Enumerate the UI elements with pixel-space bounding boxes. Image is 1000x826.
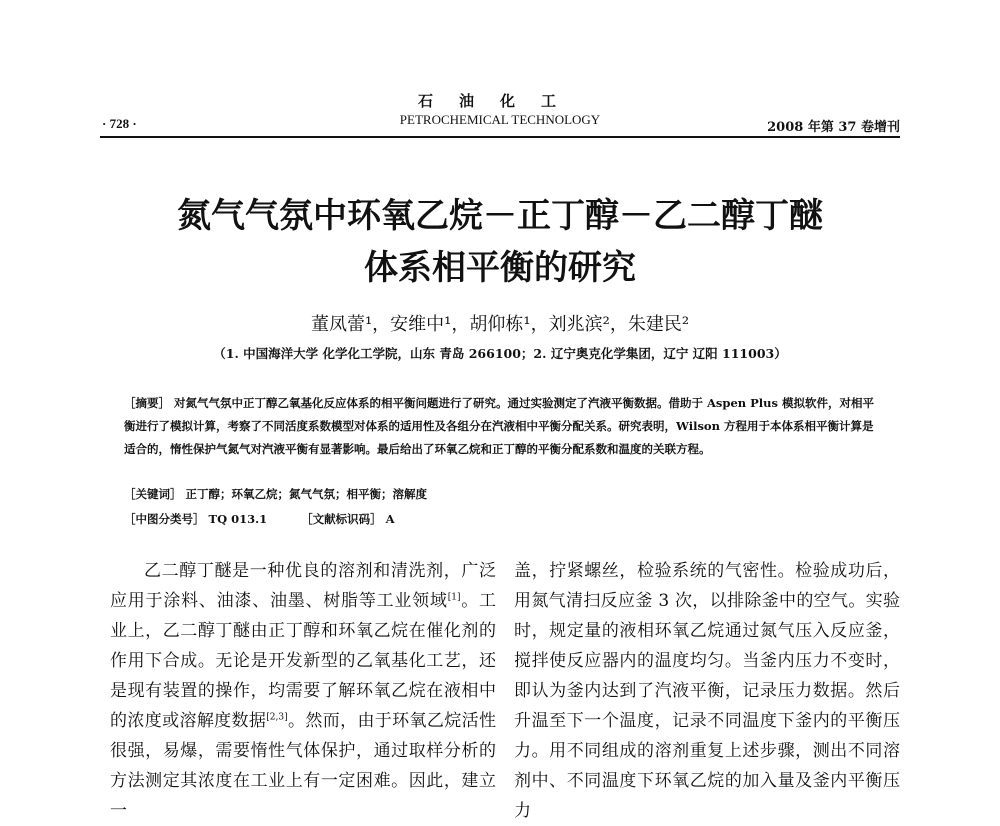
body-text: 。然而，由于环氧乙烷活性很强，易爆，需要惰性气体保护，通过取样分析的方法测定其浓度在工业上有一定困难。因此，建立一 xyxy=(110,711,496,821)
body-paragraph xyxy=(110,556,496,826)
journal-title-cn: 石油化工 xyxy=(417,92,582,110)
abstract-text: 对氮气气氛中正丁醇乙氧基化反应体系的相平衡问题进行了研究。通过实验测定了汽液平衡数据。借助于 Aspen Plus 模拟软件，对相平衡进行了模拟计算，考察了不同活度系数模型对体系的适用性及各组分在汽液相中平衡分配关系。研究表明，Wilson 方程用于本体系相平衡计算是适合的，惰性保护气氮气对汽液平衡有显著影响。最后给出了环氧乙烷和正丁醇的平衡分配系数和温度的关联方程。 xyxy=(124,396,874,456)
classification xyxy=(124,511,876,527)
clc-label: ［中图分类号］ xyxy=(124,512,205,526)
abstract-label: ［摘要］ xyxy=(124,396,170,410)
abstract xyxy=(124,392,876,461)
title-line: 氮气气氛中环氧乙烷－正丁醇－乙二醇丁醚 xyxy=(177,196,823,236)
title-line: 体系相平衡的研究 xyxy=(364,248,636,288)
journal-title-en: PETROCHEMICAL TECHNOLOGY xyxy=(399,112,601,127)
doc-code-value: A xyxy=(385,512,395,526)
citation[interactable]: [1] xyxy=(447,592,461,603)
keywords-text: 正丁醇；环氧乙烷；氮气气氛；相平衡；溶解度 xyxy=(185,487,428,501)
page-number: · 728 · xyxy=(102,116,137,131)
citation[interactable]: [2,3] xyxy=(266,712,288,723)
body-paragraph: 盖，拧紧螺丝，检验系统的气密性。检验成功后，用氮气清扫反应釜 3 次，以排除釜中的空气。实验时，规定量的液相环氧乙烷通过氮气压入反应釜，搅拌使反应器内的温度均匀。当釜内压力不变时，即认为釜内达到了汽液平衡，记录压力数据。然后升温至下一个温度，记录不同温度下釜内的平衡压力。用不同组成的溶剂重复上述步骤，测出不同溶剂中、不同温度下环氧乙烷的加入量及釜内平衡压力 xyxy=(514,561,900,821)
doc-code-label: ［文献标识码］ xyxy=(301,512,382,526)
body-text: 。工业上，乙二醇丁醚由正丁醇和环氧乙烷在催化剂的作用下合成。无论是开发新型的乙氧基化工艺，还是现有装置的操作，均需要了解环氧乙烷在液相中的浓度或溶解度数据 xyxy=(110,591,497,731)
paper-title xyxy=(0,190,1000,294)
body-text: 乙二醇丁醚是一种优良的溶剂和清洗剂，广泛应用于涂料、油漆、油墨、树脂等工业领域 xyxy=(110,561,496,611)
clc-value: TQ 013.1 xyxy=(208,512,268,526)
issue-info: 2008 年第 37 卷增刊 xyxy=(767,120,900,135)
keywords-label: ［关键词］ xyxy=(124,487,182,501)
header-divider xyxy=(100,136,900,138)
affiliations: （1. 中国海洋大学 化学化工学院，山东 青岛 266100；2. 辽宁奥克化学集团，辽宁 辽阳 111003） xyxy=(213,346,787,361)
keywords xyxy=(124,486,876,502)
body-column-left xyxy=(110,556,496,826)
body-column-right xyxy=(514,556,900,826)
authors: 董凤蕾¹，安维中¹，胡仰栋¹，刘兆滨²，朱建民² xyxy=(310,314,690,335)
